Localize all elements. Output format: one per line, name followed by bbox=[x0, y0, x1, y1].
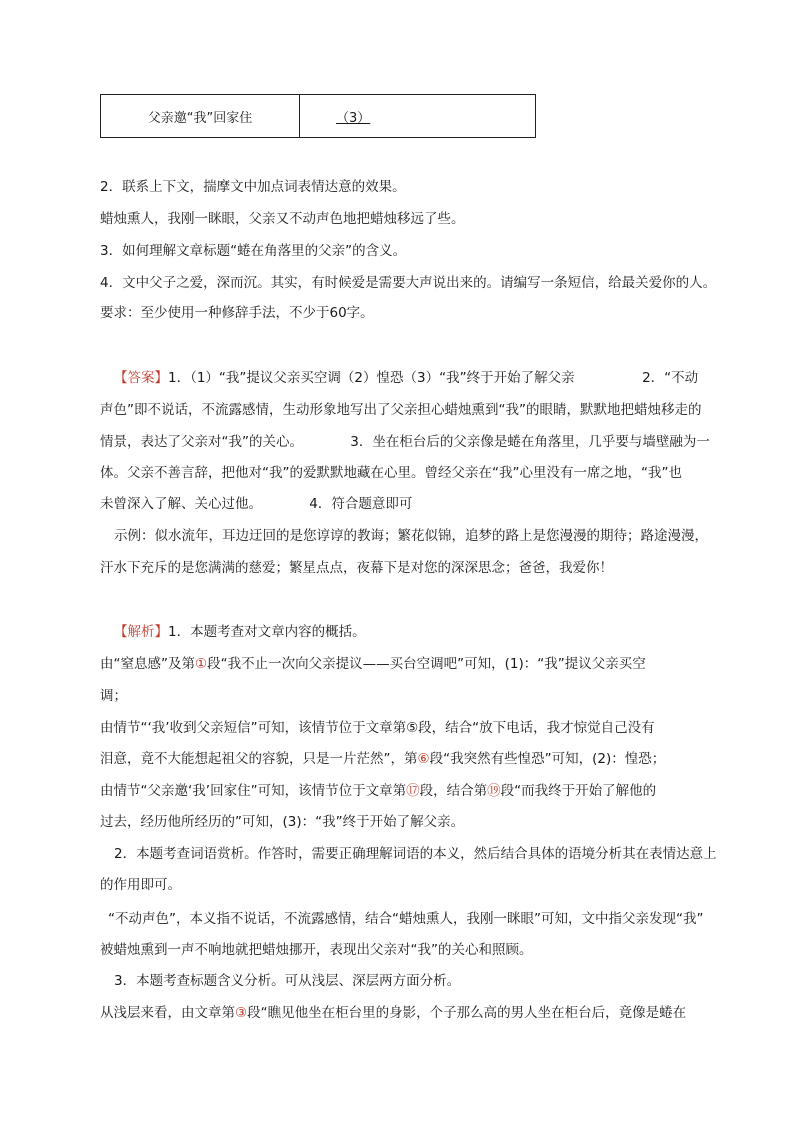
answer-line: 声色”即不说话，不流露感情，生动形象地写出了父亲担心蜡烛熏到“我”的眼睛，默默地把蜡烛移走的 bbox=[100, 402, 702, 418]
analysis-text: 泪意，竟不大能想起祖父的容貌，只是一片茫然”，第 bbox=[100, 751, 418, 767]
answer-line: 情景，表达了父亲对“我”的关心。 3．坐在柜台后的父亲像是蜷在角落里，几乎要与墙壁融为一 bbox=[100, 434, 710, 450]
analysis-line: 被蜡烛熏到一声不响地就把蜡烛挪开，表现出父亲对“我”的关心和照顾。 bbox=[100, 942, 533, 958]
analysis-line bbox=[114, 622, 734, 642]
analysis-line bbox=[100, 781, 720, 801]
analysis-text: 段“而我终于开始了解他的 bbox=[500, 783, 657, 799]
analysis-line: “不动声色”，本义指不说话，不流露感情，结合“蜡烛熏人，我刚一眯眼”可知，文中指父亲发现“我” bbox=[108, 911, 704, 927]
answer-line: 体。父亲不善言辞，把他对“我”的爱默默地藏在心里。曾经父亲在“我”心里没有一席之地，“我”也 bbox=[100, 465, 682, 481]
analysis-line: 过去，经历他所经历的”可知，(3)：“我”终于开始了解父亲。 bbox=[100, 814, 465, 830]
analysis-text: 1．本题考查对文章内容的概括。 bbox=[168, 624, 366, 640]
analysis-line: 的作用即可。 bbox=[100, 877, 181, 893]
analysis-line: 调； bbox=[100, 688, 127, 704]
table-row bbox=[101, 95, 536, 138]
analysis-line: 2．本题考查词语赏析。作答时，需要正确理解词语的本义，然后结合具体的语境分析其在表情达意上 bbox=[114, 846, 717, 862]
analysis-text: 段“瞧见他坐在柜台里的身影，个子那么高的男人坐在柜台后，竟像是蜷在 bbox=[247, 1005, 687, 1021]
table-cell-value bbox=[300, 95, 536, 138]
answer-line: 未曾深入了解、关心过他。 4．符合题意即可 bbox=[100, 496, 413, 512]
answer-tag: 【答案】 bbox=[114, 370, 168, 386]
analysis-line: 由情节“‘我’收到父亲短信”可知，该情节位于文章第⑤段，结合“放下电话，我才惊觉自己没有 bbox=[100, 720, 655, 736]
analysis-text: 段，结合第 bbox=[419, 783, 488, 799]
analysis-text: 从浅层来看，由文章第 bbox=[100, 1005, 235, 1021]
analysis-text: 由“窒息感”及第 bbox=[100, 656, 195, 672]
analysis-line: 3．本题考查标题含义分析。可从浅层、深层两方面分析。 bbox=[114, 973, 461, 989]
table-cell-label: 父亲邀“我”回家住 bbox=[101, 95, 300, 138]
question-2-quote: 蜡烛熏人，我刚一眯眼，父亲又不动声色地把蜡烛移远了些。 bbox=[100, 211, 465, 227]
analysis-text: 由情节“父亲邀‘我’回家住”可知，该情节位于文章第 bbox=[100, 783, 407, 799]
analysis-line bbox=[100, 1003, 720, 1023]
answer-text: 1．（1）“我”提议父亲买空调（2）惶恐（3）“我”终于开始了解父亲 2．“不动 bbox=[168, 370, 699, 386]
analysis-line bbox=[100, 749, 720, 769]
paragraph-marker: ⑰ bbox=[406, 783, 420, 799]
analysis-line bbox=[100, 654, 720, 674]
answer-line bbox=[114, 368, 734, 388]
plot-summary-table bbox=[100, 94, 536, 138]
analysis-text: 段“我不止一次向父亲提议——买台空调吧”可知，(1)：“我”提议父亲买空 bbox=[207, 656, 646, 672]
question-3: 3．如何理解文章标题“蜷在角落里的父亲”的含义。 bbox=[100, 243, 407, 259]
paragraph-marker: ⑲ bbox=[487, 783, 501, 799]
answer-blank: （3） bbox=[336, 110, 371, 126]
answer-example: 示例：似水流年，耳边迂回的是您谆谆的教诲；繁花似锦，追梦的路上是您漫漫的期待；路途漫漫， bbox=[114, 528, 708, 544]
analysis-tag: 【解析】 bbox=[114, 624, 168, 640]
question-4-requirement: 要求：至少使用一种修辞手法，不少于60字。 bbox=[100, 305, 374, 321]
question-4-line: 4．文中父子之爱，深而沉。其实，有时候爱是需要大声说出来的。请编写一条短信，给最关爱你的人。 bbox=[100, 275, 717, 291]
paragraph-marker: ⑥ bbox=[417, 751, 430, 767]
question-2: 2．联系上下文，揣摩文中加点词表情达意的效果。 bbox=[100, 179, 406, 195]
paragraph-marker: ③ bbox=[235, 1005, 248, 1021]
answer-example: 汗水下充斥的是您满满的慈爱；繁星点点，夜幕下是对您的深深思念；爸爸，我爱你！ bbox=[100, 560, 613, 576]
analysis-text: 段“我突然有些惶恐”可知，(2)：惶恐； bbox=[429, 751, 666, 767]
paragraph-marker: ① bbox=[195, 656, 208, 672]
